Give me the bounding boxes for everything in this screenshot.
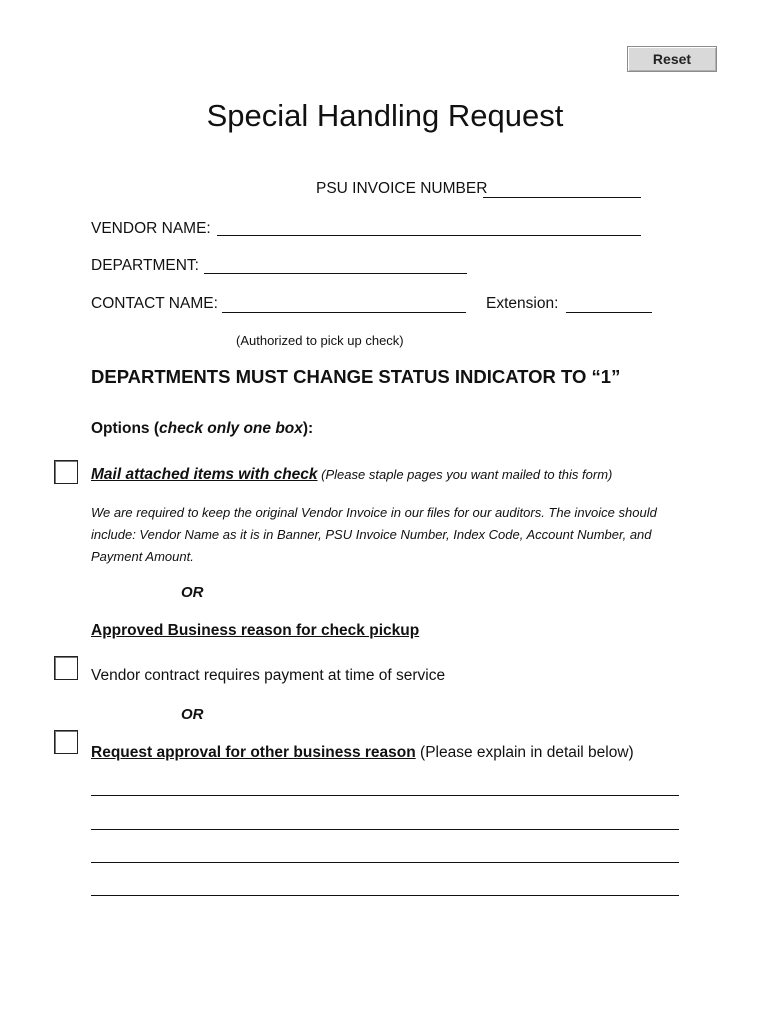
explanation-line-1[interactable] [91, 795, 679, 796]
vendor-name-field[interactable] [217, 235, 641, 236]
other-reason-checkbox[interactable] [54, 730, 78, 754]
invoice-requirements-paragraph: We are required to keep the original Vendor Invoice in our files for our auditors. The invoice should include: Vendor Name as it is in Banner, PSU Invoice Number, Index Code, Account Number, and Payment Amount. [91, 505, 657, 564]
other-reason-title: Request approval for other business reason [91, 744, 416, 761]
department-label: DEPARTMENT: [91, 257, 199, 274]
other-reason-note: (Please explain in detail below) [415, 744, 634, 761]
vendor-contract-label: Vendor contract requires payment at time of service [91, 667, 446, 684]
option-mail-items-note: Please staple pages you want mailed to this form) [325, 467, 613, 482]
reset-button[interactable]: Reset [627, 46, 717, 72]
extension-label: Extension: [486, 295, 559, 312]
or-separator-1: OR [181, 584, 204, 601]
contact-name-field[interactable] [222, 312, 466, 313]
other-reason-option [91, 744, 634, 762]
options-label-text: Options ( [91, 420, 160, 437]
status-indicator-heading: DEPARTMENTS MUST CHANGE STATUS INDICATOR TO “1” [91, 366, 621, 387]
explanation-line-3[interactable] [91, 862, 679, 863]
contact-note: (Authorized to pick up check) [236, 333, 404, 348]
explanation-line-2[interactable] [91, 829, 679, 830]
options-label-italic: check only one box [159, 420, 303, 437]
option-mail-items-title: Mail attached items with check [91, 466, 318, 483]
invoice-number-field[interactable] [483, 197, 641, 198]
option-mail-items-paren: ( [317, 467, 326, 482]
extension-field[interactable] [566, 312, 652, 313]
options-label [91, 420, 313, 438]
or-separator-2: OR [181, 706, 204, 723]
invoice-number-label: PSU INVOICE NUMBER [316, 180, 488, 197]
explanation-line-4[interactable] [91, 895, 679, 896]
page-title: Special Handling Request [206, 98, 564, 133]
vendor-name-label: VENDOR NAME: [91, 220, 211, 237]
vendor-contract-checkbox[interactable] [54, 656, 78, 680]
mail-items-checkbox[interactable] [54, 460, 78, 484]
option-mail-items [91, 466, 612, 484]
contact-name-label: CONTACT NAME: [91, 295, 218, 312]
options-label-end: ): [302, 420, 314, 437]
approved-reason-heading: Approved Business reason for check pickup [91, 622, 420, 639]
department-field[interactable] [204, 273, 467, 274]
